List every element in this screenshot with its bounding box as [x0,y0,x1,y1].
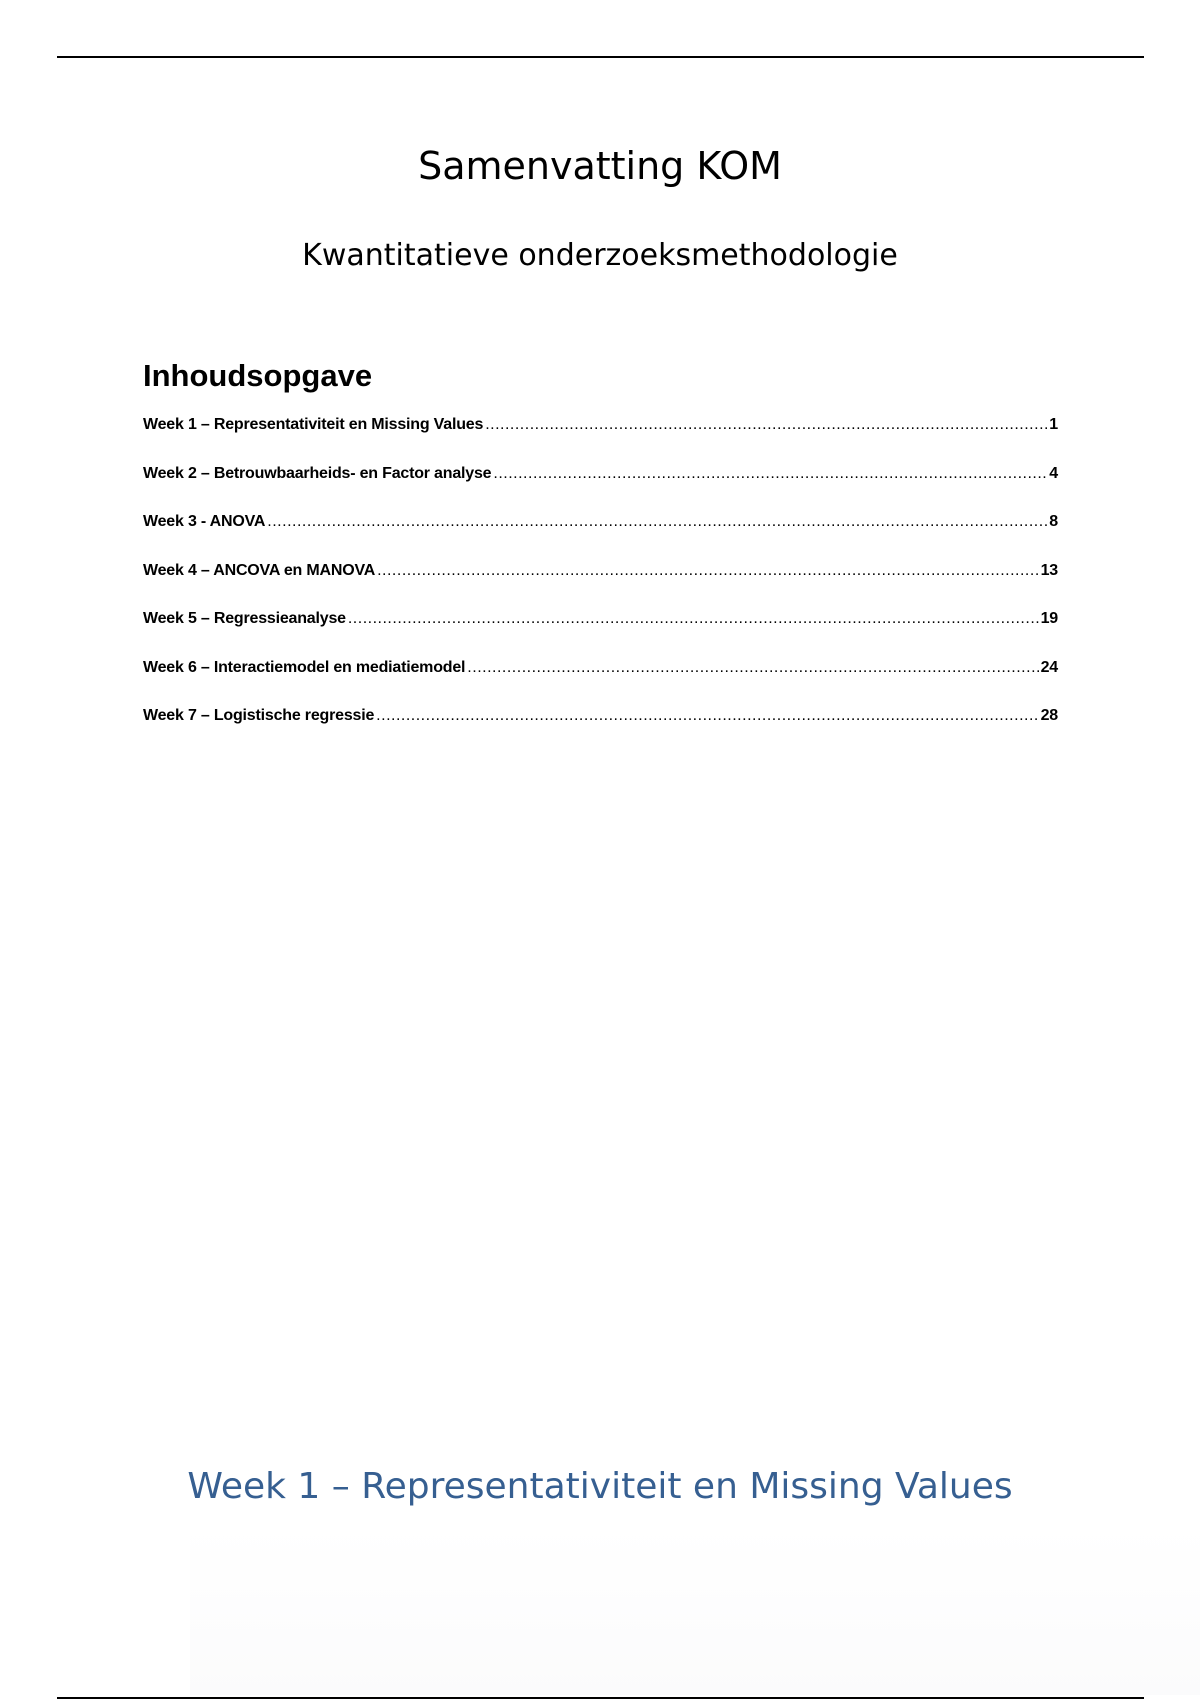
toc-dot-leader [376,707,1038,725]
toc-entry-week-1[interactable] [143,416,1058,465]
toc-entry-page: 24 [1040,658,1058,676]
toc-entry-label: Week 5 – Regressieanalyse [143,610,346,627]
document-subtitle: Kwantitatieve onderzoeksmethodologie [302,238,898,273]
toc-entry-week-2[interactable] [143,465,1058,514]
toc-entry-label: Week 7 – Logistische regressie [143,707,375,724]
toc-entry-label: Week 1 – Representativiteit en Missing Values [143,416,484,433]
toc-entry-page: 19 [1040,610,1058,627]
toc-heading: Inhoudsopgave [143,358,373,393]
toc-dot-leader [467,659,1038,677]
toc-entry-week-5[interactable] [143,610,1058,659]
toc-entry-week-3[interactable] [143,513,1058,562]
toc-entry-page: 1 [1049,416,1058,433]
toc-entry-week-7[interactable] [143,707,1058,756]
top-rule [57,56,1144,58]
toc-entry-label: Week 4 – ANCOVA en MANOVA [143,561,376,579]
toc-entry-page: 4 [1049,464,1058,482]
section-heading-week-1: Week 1 – Representativiteit en Missing Values [187,1466,1013,1507]
toc-dot-leader [348,610,1039,628]
toc-entry-page: 8 [1049,513,1058,530]
toc-entry-label: Week 2 – Betrouwbaarheids- en Factor analyse [143,464,492,482]
toc-dot-leader [493,465,1047,483]
toc-dot-leader [267,513,1047,531]
document-title: Samenvatting KOM [418,144,782,188]
page-shading [190,1525,1200,1695]
toc-entry-week-6[interactable] [143,659,1058,708]
table-of-contents [143,416,1058,756]
toc-dot-leader [377,562,1039,580]
toc-entry-label: Week 3 - ANOVA [143,513,266,530]
toc-entry-page: 28 [1040,707,1058,724]
toc-dot-leader [485,416,1047,434]
toc-entry-page: 13 [1040,561,1058,579]
toc-entry-week-4[interactable] [143,562,1058,611]
bottom-rule [57,1697,1144,1699]
toc-entry-label: Week 6 – Interactiemodel en mediatiemodel [143,658,466,676]
